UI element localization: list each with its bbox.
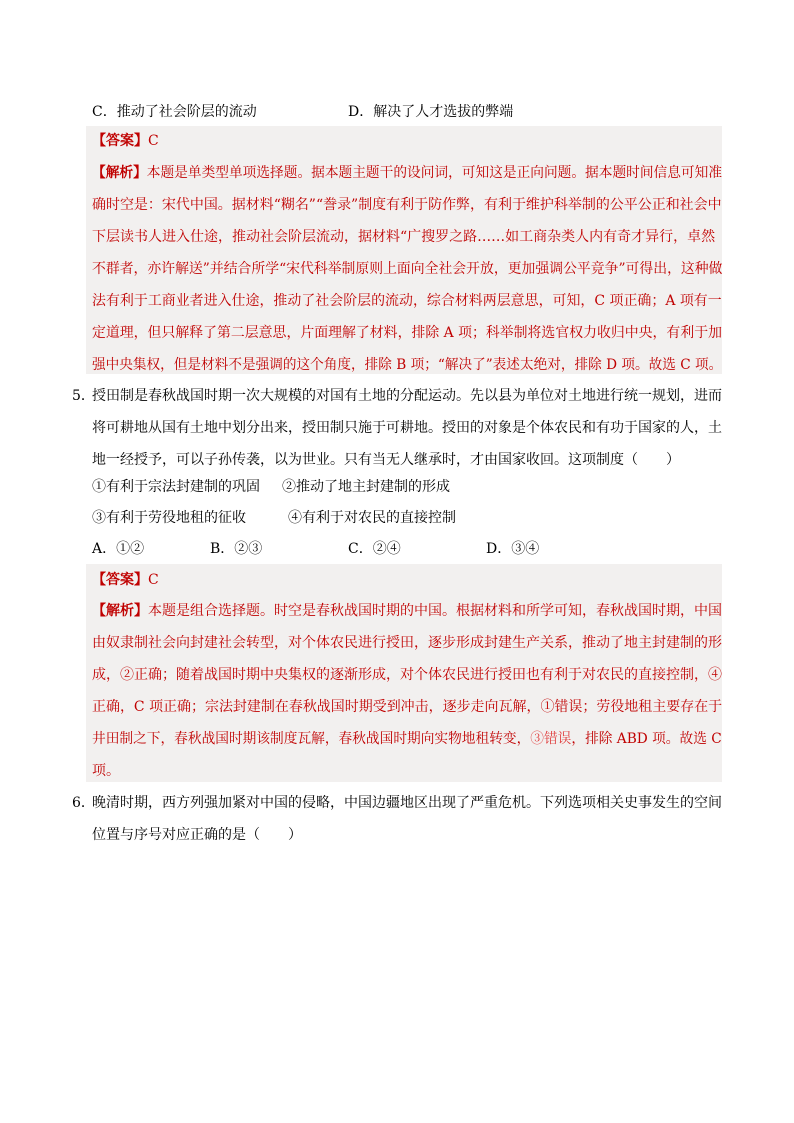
q5-analysis-line-2: 由奴隶制社会向封建社会转型，对个体农民进行授田，逐步形成封建生产关系，推动了地主封建制的形 xyxy=(92,635,722,651)
q5-number: 5． xyxy=(72,388,95,404)
analysis-label: 【解析】 xyxy=(92,603,148,619)
q5-item-1: ①有利于宗法封建制的巩固 xyxy=(92,479,260,495)
q5-option-d: D．③④ xyxy=(486,541,540,557)
highlight-wrong: ③错误 xyxy=(530,731,572,747)
answer-label: 【答案】 xyxy=(92,572,148,588)
q4-analysis-line-1: 【解析】本题是单类型单项选择题。据本题主题干的设问词，可知这是正向问题。据本题时间信息可知准 xyxy=(92,165,723,181)
q5-analysis-line-1: 【解析】本题是组合选择题。时空是春秋战国时期的中国。根据材料和所学可知，春秋战国时期，中国 xyxy=(92,603,722,619)
q5-analysis-line-3: 成，②正确；随着战国时期中央集权的逐渐形成，对个体农民进行授田也有利于对农民的直接控制，④ xyxy=(92,667,722,683)
q5-analysis-line-5: 井田制之下，春秋战国时期该制度瓦解，春秋战国时期向实物地租转变，③错误，排除 ABD 项。故选 C xyxy=(92,731,722,747)
q5-stem-line-2: 将可耕地从国有土地中划分出来，授田制只施于可耕地。授田的对象是个体农民和有功于国家的人，土 xyxy=(92,420,722,436)
q5-stem-line-3: 地一经授予，可以子孙传袭，以为世业。只有当无人继承时，才由国家收回。这项制度（ ） xyxy=(92,452,680,468)
q5-analysis-line-4: 正确，C 项正确；宗法封建制在春秋战国时期受到冲击，逐步走向瓦解，①错误；劳役地租主要存在于 xyxy=(92,699,723,715)
q5-item-2: ②推动了地主封建制的形成 xyxy=(282,479,450,495)
q5-option-b: B．②③ xyxy=(210,541,263,557)
analysis-label: 【解析】 xyxy=(92,165,147,181)
q4-answer xyxy=(92,131,159,151)
q5-analysis-line-6: 项。 xyxy=(92,763,120,779)
answer-label: 【答案】 xyxy=(92,133,148,149)
q4-analysis-line-5: 法有利于工商业者进入仕途，推动了社会阶层的流动，综合材料两层意思，可知，C 项正确；A 项有一 xyxy=(92,293,722,309)
q4-option-d: D．解决了人才选拔的弊端 xyxy=(348,104,514,120)
q4-analysis-line-2: 确时空是：宋代中国。据材料“糊名”“誊录”制度有利于防作弊，有利于维护科举制的公平公正和社会中 xyxy=(92,197,722,213)
q5-item-4: ④有利于对农民的直接控制 xyxy=(288,510,456,526)
q6-number: 6． xyxy=(72,795,95,811)
q4-analysis-line-6: 定道理，但只解释了第二层意思，片面理解了材料，排除 A 项；科举制将选官权力收归中央，有利于加 xyxy=(92,325,722,341)
answer-value: C xyxy=(148,133,159,149)
answer-value: C xyxy=(148,572,159,588)
q4-option-c: C．推动了社会阶层的流动 xyxy=(92,104,257,120)
q5-option-c: C．②④ xyxy=(348,541,401,557)
q4-analysis-line-3: 下层读书人进入仕途，推动社会阶层流动，据材料“广搜罗之路……如工商杂类人内有奇才异行，卓然 xyxy=(92,229,716,245)
q4-analysis-line-4: 不群者，亦许解送”并结合所学“宋代科举制原则上面向全社会开放，更加强调公平竞争”可得出，这种做 xyxy=(92,261,723,277)
q6-stem-line-2: 位置与序号对应正确的是（ ） xyxy=(92,827,302,843)
q5-item-3: ③有利于劳役地租的征收 xyxy=(92,510,246,526)
q5-answer xyxy=(92,570,159,590)
q5-stem-line-1: 授田制是春秋战国时期一次大规模的对国有土地的分配运动。先以县为单位对土地进行统一规划，进而 xyxy=(92,388,722,404)
q4-analysis-line-7: 强中央集权，但是材料不是强调的这个角度，排除 B 项；“解决了”表述太绝对，排除 D 项。故选 C 项。 xyxy=(92,357,723,373)
q5-option-a: A．①② xyxy=(92,541,145,557)
q6-stem-line-1: 晚清时期，西方列强加紧对中国的侵略，中国边疆地区出现了严重危机。下列选项相关史事发生的空间 xyxy=(92,795,722,811)
